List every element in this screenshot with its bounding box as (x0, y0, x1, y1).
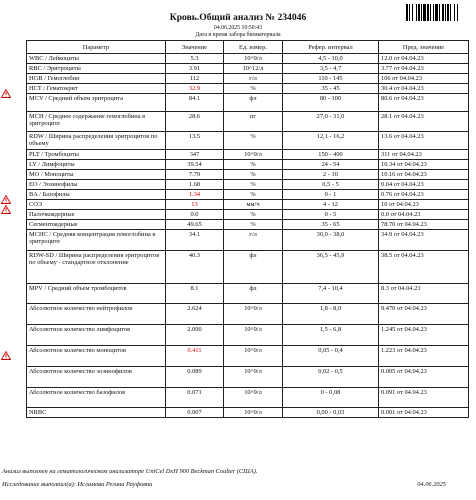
previous-value: 0.04 от 04.04.23 (379, 180, 469, 190)
result-value: 49.65 (166, 220, 224, 230)
unit: % (224, 180, 283, 190)
result-value: 1.34 (166, 190, 224, 200)
table-row (27, 408, 469, 418)
unit: % (224, 160, 283, 170)
unit: пг (224, 112, 283, 132)
reference-range: 12,1 - 16,2 (283, 132, 379, 150)
previous-value: 10 от 04.04.23 (379, 200, 469, 210)
report-title: Кровь.Общий анализ № 234046 (169, 12, 307, 23)
reference-range: 35 - 45 (283, 84, 379, 94)
result-value: 1.68 (166, 180, 224, 190)
previous-value: 0.091 от 04.04.23 (379, 388, 469, 408)
table-row (27, 150, 469, 160)
result-value: 0.0 (166, 210, 224, 220)
reference-range: 24 - 54 (283, 160, 379, 170)
unit: % (224, 84, 283, 94)
previous-value: 0.005 от 04.04.23 (379, 367, 469, 388)
result-value: 13 (166, 200, 224, 210)
column-header-parameter: Параметр (27, 41, 166, 54)
unit: фл (224, 284, 283, 304)
reference-range: 35 - 65 (283, 220, 379, 230)
table-row (27, 170, 469, 180)
result-value: 34.1 (166, 230, 224, 251)
parameter-name: Абсолютное количество эозинофилов (27, 367, 166, 388)
previous-value: 38.5 от 04.04.23 (379, 251, 469, 284)
result-value: 2.090 (166, 325, 224, 346)
warning-triangle-icon (1, 201, 11, 210)
table-row (27, 346, 469, 367)
parameter-name: EO / Эозинофилы (27, 180, 166, 190)
unit: г/л (224, 230, 283, 251)
unit: % (224, 132, 283, 150)
reference-range: 2 - 10 (283, 170, 379, 180)
warning-triangle-icon (1, 85, 11, 94)
parameter-name: СОЭ (27, 200, 166, 210)
previous-value: 34.9 от 04.04.23 (379, 230, 469, 251)
column-header-unit: Ед. измер. (224, 41, 283, 54)
previous-value: 106 от 04.04.23 (379, 74, 469, 84)
table-row (27, 220, 469, 230)
result-value: 0.089 (166, 367, 224, 388)
table-row (27, 210, 469, 220)
table-row (27, 304, 469, 325)
unit: фл (224, 94, 283, 112)
table-row (27, 94, 469, 112)
parameter-name: MCHC / Средняя концентрация гемоглобина в эритроците (27, 230, 166, 251)
parameter-name: MPV / Средний объем тромбоцитов (27, 284, 166, 304)
reference-range: 4 - 12 (283, 200, 379, 210)
sample-datetime-caption: Дата и время забора биоматериала (195, 32, 281, 38)
result-value: 84.1 (166, 94, 224, 112)
previous-value: 10.34 от 04.04.23 (379, 160, 469, 170)
report-date: 04.06.2025 (417, 481, 446, 488)
table-row (27, 84, 469, 94)
parameter-name: Абсолютное количество лимфоцитов (27, 325, 166, 346)
unit: 10^9/л (224, 325, 283, 346)
previous-value: 0.76 от 04.04.23 (379, 190, 469, 200)
parameter-name: HGB / Гемоглобин (27, 74, 166, 84)
parameter-name: Сегментоядерные (27, 220, 166, 230)
previous-value: 30.4 от 04.04.23 (379, 84, 469, 94)
reference-range: 0 - 1 (283, 190, 379, 200)
reference-range: 0,02 - 0,5 (283, 367, 379, 388)
table-row (27, 64, 469, 74)
result-value: 39.54 (166, 160, 224, 170)
table-row (27, 74, 469, 84)
warning-triangle-icon (1, 191, 11, 200)
unit: % (224, 170, 283, 180)
sample-datetime: 04.06.2025 10:50:43 (213, 25, 263, 31)
reference-range: 80 - 100 (283, 94, 379, 112)
unit: % (224, 190, 283, 200)
previous-value: 12.0 от 04.04.23 (379, 54, 469, 64)
parameter-name: RDW / Ширина распределения эритроцитов по объему (27, 132, 166, 150)
result-value: 32.9 (166, 84, 224, 94)
parameter-name: MO / Моноциты (27, 170, 166, 180)
table-row (27, 251, 469, 284)
unit: г/л (224, 74, 283, 84)
table-row (27, 200, 469, 210)
reference-range: 110 - 145 (283, 74, 379, 84)
table-row (27, 160, 469, 170)
table-row (27, 367, 469, 388)
unit: 10^9/л (224, 408, 283, 418)
reference-range: 150 - 400 (283, 150, 379, 160)
result-value: 2.624 (166, 304, 224, 325)
reference-range: 7,4 - 10,4 (283, 284, 379, 304)
unit: мм/ч (224, 200, 283, 210)
result-value: 7.79 (166, 170, 224, 180)
result-value: 3.91 (166, 64, 224, 74)
parameter-name: Абсолютное количество базофилов (27, 388, 166, 408)
result-value: 5.3 (166, 54, 224, 64)
previous-value: 9.470 от 04.04.23 (379, 304, 469, 325)
parameter-name: RDW-SD / Ширина распределения эритроцитов по объему - стандартное отклонение (27, 251, 166, 284)
result-value: 40.3 (166, 251, 224, 284)
reference-range: 0,05 - 0,4 (283, 346, 379, 367)
result-value: 28.6 (166, 112, 224, 132)
parameter-name: RBC / Эритроциты (27, 64, 166, 74)
unit: 10^9/л (224, 150, 283, 160)
unit: 10^9/л (224, 367, 283, 388)
column-header-value: Значение (166, 41, 224, 54)
unit: 10^12/л (224, 64, 283, 74)
reference-range: 4,5 - 10,0 (283, 54, 379, 64)
previous-value: 0.0 от 04.04.23 (379, 210, 469, 220)
unit: фл (224, 251, 283, 284)
parameter-name: Палочкоядерные (27, 210, 166, 220)
table-row (27, 132, 469, 150)
table-row (27, 284, 469, 304)
parameter-name: HCT / Гематокрит (27, 84, 166, 94)
reference-range: 1,8 - 8,0 (283, 304, 379, 325)
result-value: 13.5 (166, 132, 224, 150)
table-row (27, 112, 469, 132)
table-row (27, 230, 469, 251)
unit: % (224, 220, 283, 230)
previous-value: 10.16 от 04.04.23 (379, 170, 469, 180)
parameter-name: LY / Лимфоциты (27, 160, 166, 170)
previous-value: 3.77 от 04.04.23 (379, 64, 469, 74)
previous-value: 80.6 от 04.04.23 (379, 94, 469, 112)
table-row (27, 325, 469, 346)
result-value: 0.411 (166, 346, 224, 367)
parameter-name: NRBC (27, 408, 166, 418)
column-header-previous: Пред. значение (379, 41, 469, 54)
table-row (27, 388, 469, 408)
result-value: 0.007 (166, 408, 224, 418)
parameter-name: Абсолютное количество нейтрофилов (27, 304, 166, 325)
unit: 10^9/л (224, 388, 283, 408)
table-header-row (27, 41, 469, 54)
reference-range: 0 - 0,08 (283, 388, 379, 408)
previous-value: 0.001 от 04.04.23 (379, 408, 469, 418)
result-value: 0.071 (166, 388, 224, 408)
parameter-name: PLT / Тромбоциты (27, 150, 166, 160)
previous-value: 1.245 от 04.04.23 (379, 325, 469, 346)
result-value: 8.1 (166, 284, 224, 304)
result-value: 112 (166, 74, 224, 84)
reference-range: 36,5 - 45,9 (283, 251, 379, 284)
previous-value: 8.3 от 04.04.23 (379, 284, 469, 304)
unit: 10^9/л (224, 346, 283, 367)
reference-range: 30,0 - 38,0 (283, 230, 379, 251)
unit: % (224, 210, 283, 220)
reference-range: 1,5 - 6,8 (283, 325, 379, 346)
reference-range: 0,5 - 5 (283, 180, 379, 190)
previous-value: 311 от 04.04.23 (379, 150, 469, 160)
previous-value: 28.1 от 04.04.23 (379, 112, 469, 132)
parameter-name: Абсолютное количество моноцитов (27, 346, 166, 367)
table-row (27, 54, 469, 64)
performer-note: Исследование выполнил(а): Исламова Регина Рауфовна (2, 481, 153, 488)
table-row (27, 190, 469, 200)
unit: 10^9/л (224, 304, 283, 325)
table-row (27, 180, 469, 190)
results-table (26, 40, 469, 418)
analyzer-note: Анализ выполнен на гематологическом анализаторе UniCel DxH 900 Beckman Coulter (США). (2, 468, 258, 475)
reference-range: 0,00 - 0,03 (283, 408, 379, 418)
reference-range: 0 - 5 (283, 210, 379, 220)
parameter-name: MCH / Среднее содержание гемоглобина в эритроците (27, 112, 166, 132)
parameter-name: MCV / Средний объем эритроцита (27, 94, 166, 112)
parameter-name: WBC / Лейкоциты (27, 54, 166, 64)
unit: 10^9/л (224, 54, 283, 64)
parameter-name: BA / Базофилы (27, 190, 166, 200)
result-value: 347 (166, 150, 224, 160)
reference-range: 27,0 - 31,0 (283, 112, 379, 132)
column-header-reference: Рефер. интервал (283, 41, 379, 54)
previous-value: 1.223 от 04.04.23 (379, 346, 469, 367)
reference-range: 3,5 - 4,7 (283, 64, 379, 74)
warning-triangle-icon (1, 347, 11, 356)
previous-value: 13.6 от 04.04.23 (379, 132, 469, 150)
previous-value: 78.70 от 04.04.23 (379, 220, 469, 230)
